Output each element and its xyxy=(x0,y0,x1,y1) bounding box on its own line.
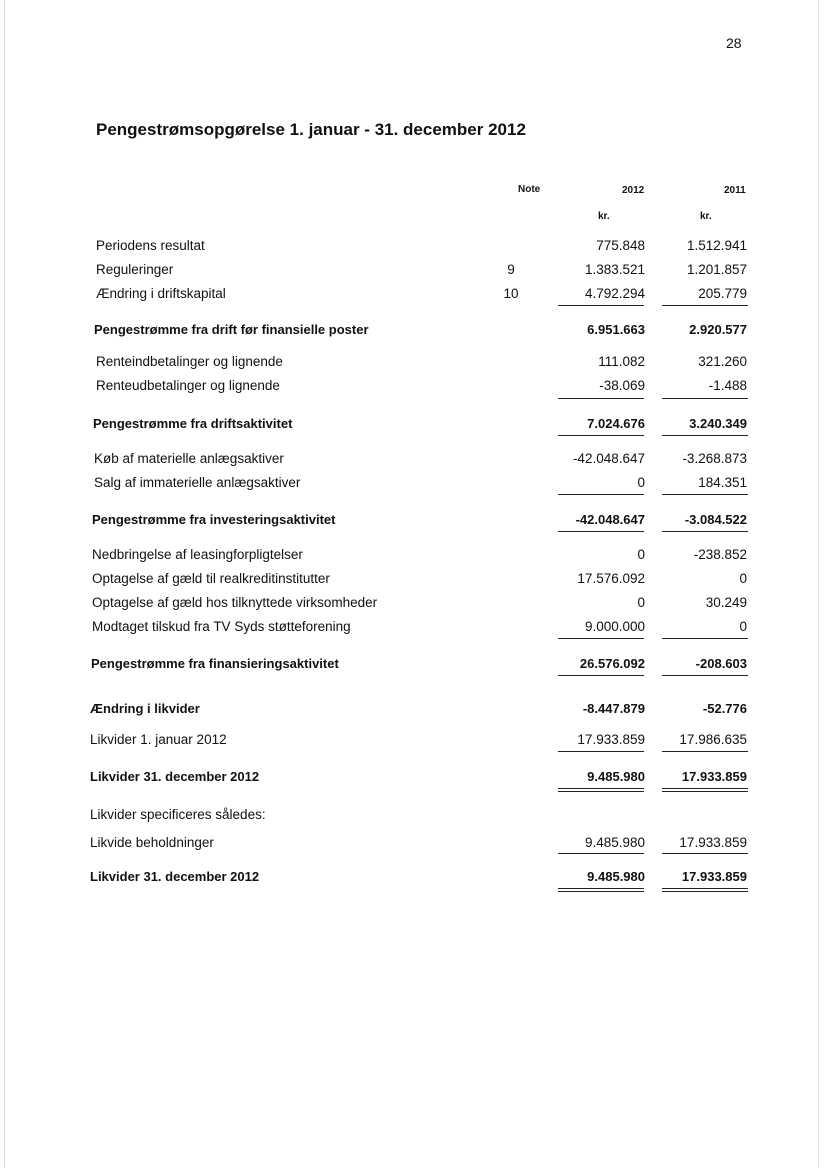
double-underline-2012 xyxy=(558,891,644,892)
subtotal-rule-2012 xyxy=(558,305,644,306)
table-row xyxy=(0,571,825,595)
subtotal-rule-2011 xyxy=(662,494,748,495)
row-label: Pengestrømme fra driftsaktivitet xyxy=(93,416,293,431)
table-row xyxy=(0,619,825,643)
value-2012: 0 xyxy=(637,595,645,610)
subtotal-rule-2011 xyxy=(662,638,748,639)
row-label: Likvider 31. december 2012 xyxy=(90,869,260,884)
double-underline-2012 xyxy=(558,888,644,889)
row-label: Optagelse af gæld til realkreditinstitutter xyxy=(92,571,330,586)
value-2012: -38.069 xyxy=(599,378,645,393)
value-2012: 17.576.092 xyxy=(577,571,645,586)
subtotal-rule-2011 xyxy=(662,398,748,399)
total-row xyxy=(0,769,825,793)
unit-2012-header: kr. xyxy=(598,211,610,222)
row-label: Likvider 1. januar 2012 xyxy=(90,732,227,747)
value-2012: 7.024.676 xyxy=(587,416,645,431)
subtotal-underline-2012 xyxy=(558,435,644,436)
subtotal-row xyxy=(0,416,825,440)
value-2012: 0 xyxy=(637,475,645,490)
year-2012-header: 2012 xyxy=(622,185,645,196)
page-title: Pengestrømsopgørelse 1. januar - 31. december 2012 xyxy=(96,120,526,139)
table-row xyxy=(0,475,825,499)
value-2012: 111.082 xyxy=(598,354,645,369)
value-2011: 0 xyxy=(739,619,747,634)
subtotal-row xyxy=(0,701,825,725)
double-underline-2011 xyxy=(662,788,748,789)
value-2011: -1.488 xyxy=(708,378,747,393)
table-row xyxy=(0,547,825,571)
value-2012: 6.951.663 xyxy=(587,322,645,337)
value-2011: 17.933.859 xyxy=(681,769,747,784)
row-label: Renteindbetalinger og lignende xyxy=(96,354,283,369)
row-label: Reguleringer xyxy=(96,262,174,277)
row-note: 9 xyxy=(507,262,515,277)
subtotal-row xyxy=(0,322,825,346)
row-label: Optagelse af gæld hos tilknyttede virksomheder xyxy=(92,595,378,610)
row-label: Likvide beholdninger xyxy=(90,835,214,850)
row-label: Salg af immaterielle anlægsaktiver xyxy=(94,475,301,490)
row-label: Pengestrømme fra drift før finansielle poster xyxy=(94,322,369,337)
subtotal-underline-2011 xyxy=(662,531,748,532)
table-row xyxy=(0,354,825,378)
table-row xyxy=(0,807,825,831)
table-row xyxy=(0,595,825,619)
value-2011: -238.852 xyxy=(693,547,747,562)
value-2012: 9.485.980 xyxy=(587,769,645,784)
subtotal-rule-2012 xyxy=(558,853,644,854)
subtotal-rule-2012 xyxy=(558,638,644,639)
row-label: Likvider specificeres således: xyxy=(90,807,266,822)
double-underline-2012 xyxy=(558,791,644,792)
subtotal-rule-2011 xyxy=(662,853,748,854)
subtotal-underline-2011 xyxy=(662,435,748,436)
value-2011: -3.084.522 xyxy=(684,512,747,527)
value-2012: 26.576.092 xyxy=(579,656,645,671)
row-label: Pengestrømme fra finansieringsaktivitet xyxy=(91,656,339,671)
subtotal-rule-2012 xyxy=(558,494,644,495)
note-column-header: Note xyxy=(518,184,541,195)
value-2011: 184.351 xyxy=(698,475,747,490)
table-row xyxy=(0,286,825,310)
row-label: Likvider 31. december 2012 xyxy=(90,769,260,784)
value-2012: 1.383.521 xyxy=(584,262,645,277)
row-label: Nedbringelse af leasingforpligtelser xyxy=(92,547,303,562)
value-2012: 9.485.980 xyxy=(584,835,645,850)
value-2011: 1.201.857 xyxy=(686,262,747,277)
value-2011: 0 xyxy=(739,571,747,586)
value-2012: 4.792.294 xyxy=(584,286,645,301)
value-2011: -208.603 xyxy=(695,656,747,671)
value-2012: -42.048.647 xyxy=(572,451,645,466)
subtotal-underline-2012 xyxy=(558,531,644,532)
subtotal-rule-2011 xyxy=(662,305,748,306)
value-2011: 321.260 xyxy=(698,354,747,369)
row-note: 10 xyxy=(503,286,519,301)
value-2011: 1.512.941 xyxy=(686,238,747,253)
value-2011: 205.779 xyxy=(698,286,747,301)
double-underline-2011 xyxy=(662,891,748,892)
value-2011: 30.249 xyxy=(705,595,747,610)
row-label: Pengestrømme fra investeringsaktivitet xyxy=(92,512,336,527)
subtotal-underline-2012 xyxy=(558,675,644,676)
row-label: Køb af materielle anlægsaktiver xyxy=(94,451,284,466)
value-2012: 0 xyxy=(637,547,645,562)
table-row xyxy=(0,732,825,756)
table-row xyxy=(0,835,825,859)
value-2012: 775.848 xyxy=(596,238,645,253)
value-2012: 9.000.000 xyxy=(584,619,645,634)
value-2011: 17.933.859 xyxy=(681,869,747,884)
double-underline-2012 xyxy=(558,788,644,789)
table-row xyxy=(0,262,825,286)
value-2012: -8.447.879 xyxy=(582,701,645,716)
value-2012: 9.485.980 xyxy=(587,869,645,884)
row-label: Renteudbetalinger og lignende xyxy=(96,378,280,393)
total-row xyxy=(0,869,825,893)
row-label: Periodens resultat xyxy=(96,238,205,253)
row-label: Ændring i driftskapital xyxy=(96,286,226,301)
row-label: Ændring i likvider xyxy=(90,701,200,716)
page-number: 28 xyxy=(726,35,742,51)
value-2011: -3.268.873 xyxy=(682,451,747,466)
subtotal-row xyxy=(0,512,825,536)
value-2012: 17.933.859 xyxy=(577,732,645,747)
double-underline-2011 xyxy=(662,791,748,792)
value-2011: 17.933.859 xyxy=(679,835,747,850)
value-2011: 17.986.635 xyxy=(679,732,747,747)
year-2011-header: 2011 xyxy=(724,185,746,196)
row-label: Modtaget tilskud fra TV Syds støtteforening xyxy=(92,619,351,634)
double-underline-2011 xyxy=(662,888,748,889)
value-2011: 2.920.577 xyxy=(689,322,747,337)
subtotal-rule-2011 xyxy=(662,751,748,752)
subtotal-underline-2011 xyxy=(662,675,748,676)
subtotal-row xyxy=(0,656,825,680)
table-row xyxy=(0,238,825,262)
subtotal-rule-2012 xyxy=(558,398,644,399)
value-2011: 3.240.349 xyxy=(689,416,747,431)
value-2012: -42.048.647 xyxy=(575,512,645,527)
unit-2011-header: kr. xyxy=(700,211,712,222)
table-row xyxy=(0,451,825,475)
subtotal-rule-2012 xyxy=(558,751,644,752)
value-2011: -52.776 xyxy=(702,701,747,716)
